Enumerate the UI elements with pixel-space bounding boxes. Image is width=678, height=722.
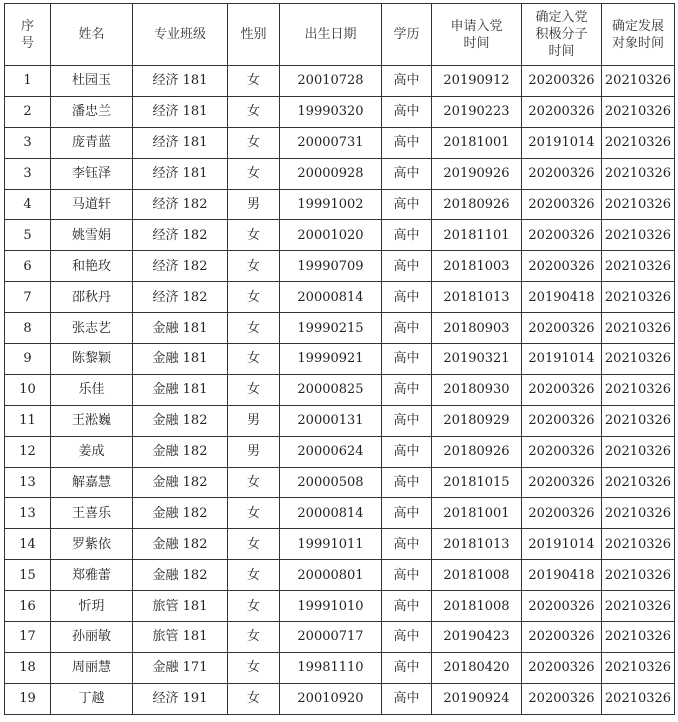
apply-date-cell: 20180930 xyxy=(432,374,522,405)
apply-date-cell: 20181001 xyxy=(432,127,522,158)
table-row xyxy=(5,467,675,498)
name-cell: 李钰泽 xyxy=(51,158,133,189)
class-cell: 金融 181 xyxy=(133,313,228,344)
birthdate-cell: 20000624 xyxy=(280,436,382,467)
apply-date-cell: 20181013 xyxy=(432,282,522,313)
apply-date-cell: 20180903 xyxy=(432,313,522,344)
candidate-date-cell: 20210326 xyxy=(602,467,675,498)
candidate-date-cell: 20210326 xyxy=(602,529,675,560)
activist-date-cell: 20200326 xyxy=(522,96,602,127)
birthdate-cell: 20000731 xyxy=(280,127,382,158)
gender-cell: 男 xyxy=(228,189,280,220)
name-cell: 潘忠兰 xyxy=(51,96,133,127)
candidate-date-cell: 20210326 xyxy=(602,96,675,127)
education-cell: 高中 xyxy=(382,66,432,97)
activist-date-cell: 20200326 xyxy=(522,158,602,189)
candidate-date-cell: 20210326 xyxy=(602,436,675,467)
class-cell: 金融 171 xyxy=(133,652,228,683)
candidate-date-cell: 20210326 xyxy=(602,344,675,375)
activist-date-cell: 20200326 xyxy=(522,189,602,220)
activist-date-cell: 20200326 xyxy=(522,374,602,405)
seq-header: 序 号 xyxy=(5,4,51,66)
table-row xyxy=(5,96,675,127)
education-cell: 高中 xyxy=(382,529,432,560)
name-header: 姓名 xyxy=(51,4,133,66)
table-row xyxy=(5,189,675,220)
gender-cell: 女 xyxy=(228,683,280,714)
table-row xyxy=(5,622,675,653)
birthdate-cell: 20000825 xyxy=(280,374,382,405)
gender-cell: 女 xyxy=(228,313,280,344)
name-cell: 和艳玫 xyxy=(51,251,133,282)
education-cell: 高中 xyxy=(382,405,432,436)
apply-date-cell: 20181101 xyxy=(432,220,522,251)
candidate-date-cell: 20210326 xyxy=(602,591,675,622)
education-cell: 高中 xyxy=(382,189,432,220)
birthdate-cell: 19990709 xyxy=(280,251,382,282)
seq-cell: 8 xyxy=(5,313,51,344)
apply-date-cell: 20190321 xyxy=(432,344,522,375)
class-cell: 金融 182 xyxy=(133,560,228,591)
class-cell: 经济 182 xyxy=(133,220,228,251)
gender-cell: 女 xyxy=(228,498,280,529)
apply-date-cell: 20181008 xyxy=(432,560,522,591)
table-row xyxy=(5,374,675,405)
table-body xyxy=(5,66,675,715)
header-row xyxy=(5,4,675,66)
seq-cell: 2 xyxy=(5,96,51,127)
apply-date-cell: 20190423 xyxy=(432,622,522,653)
table-header xyxy=(5,4,675,66)
candidate-date-cell: 20210326 xyxy=(602,405,675,436)
birthdate-cell: 20000801 xyxy=(280,560,382,591)
seq-cell: 9 xyxy=(5,344,51,375)
table-row xyxy=(5,405,675,436)
table-row xyxy=(5,436,675,467)
education-cell: 高中 xyxy=(382,591,432,622)
education-cell: 高中 xyxy=(382,127,432,158)
birthdate-cell: 20010728 xyxy=(280,66,382,97)
gender-cell: 女 xyxy=(228,467,280,498)
gender-cell: 女 xyxy=(228,529,280,560)
activist-date-cell: 20200326 xyxy=(522,251,602,282)
candidate-date-cell: 20210326 xyxy=(602,66,675,97)
candidate-date-cell: 20210326 xyxy=(602,652,675,683)
seq-cell: 13 xyxy=(5,467,51,498)
gender-cell: 女 xyxy=(228,220,280,251)
candidate-date-cell: 20210326 xyxy=(602,220,675,251)
seq-cell: 12 xyxy=(5,436,51,467)
education-cell: 高中 xyxy=(382,560,432,591)
activist-date-cell: 20190418 xyxy=(522,560,602,591)
education-header: 学历 xyxy=(382,4,432,66)
class-cell: 金融 182 xyxy=(133,529,228,560)
candidate-date-cell: 20210326 xyxy=(602,683,675,714)
education-cell: 高中 xyxy=(382,344,432,375)
apply-date-cell: 20190926 xyxy=(432,158,522,189)
table-row xyxy=(5,282,675,313)
apply-date-header: 申请入党 时间 xyxy=(432,4,522,66)
name-cell: 周丽慧 xyxy=(51,652,133,683)
birthdate-cell: 19990215 xyxy=(280,313,382,344)
candidate-date-cell: 20210326 xyxy=(602,498,675,529)
apply-date-cell: 20181015 xyxy=(432,467,522,498)
class-cell: 金融 182 xyxy=(133,405,228,436)
education-cell: 高中 xyxy=(382,683,432,714)
table-row xyxy=(5,560,675,591)
seq-cell: 6 xyxy=(5,251,51,282)
candidate-date-cell: 20210326 xyxy=(602,251,675,282)
birthdate-cell: 19990320 xyxy=(280,96,382,127)
name-cell: 姜成 xyxy=(51,436,133,467)
class-cell: 经济 181 xyxy=(133,158,228,189)
gender-cell: 女 xyxy=(228,127,280,158)
seq-cell: 3 xyxy=(5,127,51,158)
gender-cell: 女 xyxy=(228,560,280,591)
class-cell: 经济 181 xyxy=(133,96,228,127)
name-cell: 郑雅蕾 xyxy=(51,560,133,591)
education-cell: 高中 xyxy=(382,158,432,189)
class-cell: 金融 181 xyxy=(133,374,228,405)
activist-date-cell: 20200326 xyxy=(522,652,602,683)
class-header: 专业班级 xyxy=(133,4,228,66)
table-row xyxy=(5,127,675,158)
birthdate-cell: 20000928 xyxy=(280,158,382,189)
seq-cell: 19 xyxy=(5,683,51,714)
birthdate-cell: 19991011 xyxy=(280,529,382,560)
activist-date-cell: 20200326 xyxy=(522,313,602,344)
education-cell: 高中 xyxy=(382,622,432,653)
table-row xyxy=(5,344,675,375)
candidate-date-cell: 20210326 xyxy=(602,282,675,313)
class-cell: 金融 182 xyxy=(133,436,228,467)
activist-date-cell: 20191014 xyxy=(522,344,602,375)
activist-date-cell: 20200326 xyxy=(522,467,602,498)
gender-cell: 女 xyxy=(228,251,280,282)
seq-cell: 15 xyxy=(5,560,51,591)
education-cell: 高中 xyxy=(382,498,432,529)
name-cell: 王喜乐 xyxy=(51,498,133,529)
gender-cell: 女 xyxy=(228,622,280,653)
gender-cell: 女 xyxy=(228,282,280,313)
education-cell: 高中 xyxy=(382,652,432,683)
activist-date-cell: 20200326 xyxy=(522,622,602,653)
name-cell: 孙丽敏 xyxy=(51,622,133,653)
apply-date-cell: 20190924 xyxy=(432,683,522,714)
apply-date-cell: 20180926 xyxy=(432,436,522,467)
candidate-date-cell: 20210326 xyxy=(602,158,675,189)
activist-date-cell: 20200326 xyxy=(522,220,602,251)
name-cell: 杜园玉 xyxy=(51,66,133,97)
class-cell: 旅管 181 xyxy=(133,591,228,622)
birthdate-header: 出生日期 xyxy=(280,4,382,66)
gender-cell: 男 xyxy=(228,436,280,467)
table-row xyxy=(5,591,675,622)
class-cell: 经济 182 xyxy=(133,282,228,313)
table-row xyxy=(5,66,675,97)
activist-date-cell: 20191014 xyxy=(522,529,602,560)
name-cell: 忻玥 xyxy=(51,591,133,622)
class-cell: 金融 181 xyxy=(133,344,228,375)
gender-header: 性别 xyxy=(228,4,280,66)
education-cell: 高中 xyxy=(382,251,432,282)
seq-cell: 13 xyxy=(5,498,51,529)
class-cell: 经济 191 xyxy=(133,683,228,714)
gender-cell: 男 xyxy=(228,405,280,436)
apply-date-cell: 20180420 xyxy=(432,652,522,683)
table-row xyxy=(5,220,675,251)
roster-table xyxy=(4,3,675,715)
name-cell: 王淞巍 xyxy=(51,405,133,436)
seq-cell: 3 xyxy=(5,158,51,189)
birthdate-cell: 20000814 xyxy=(280,282,382,313)
name-cell: 邵秋丹 xyxy=(51,282,133,313)
activist-date-header: 确定入党 积极分子 时间 xyxy=(522,4,602,66)
seq-cell: 1 xyxy=(5,66,51,97)
gender-cell: 女 xyxy=(228,652,280,683)
apply-date-cell: 20190912 xyxy=(432,66,522,97)
candidate-date-cell: 20210326 xyxy=(602,313,675,344)
name-cell: 丁越 xyxy=(51,683,133,714)
gender-cell: 女 xyxy=(228,344,280,375)
education-cell: 高中 xyxy=(382,282,432,313)
birthdate-cell: 19990921 xyxy=(280,344,382,375)
class-cell: 经济 182 xyxy=(133,189,228,220)
birthdate-cell: 20001020 xyxy=(280,220,382,251)
activist-date-cell: 20200326 xyxy=(522,436,602,467)
birthdate-cell: 19991002 xyxy=(280,189,382,220)
name-cell: 解嘉慧 xyxy=(51,467,133,498)
apply-date-cell: 20181001 xyxy=(432,498,522,529)
seq-cell: 7 xyxy=(5,282,51,313)
seq-cell: 18 xyxy=(5,652,51,683)
candidate-date-header: 确定发展 对象时间 xyxy=(602,4,675,66)
table-row xyxy=(5,652,675,683)
candidate-date-cell: 20210326 xyxy=(602,374,675,405)
class-cell: 旅管 181 xyxy=(133,622,228,653)
education-cell: 高中 xyxy=(382,220,432,251)
class-cell: 经济 181 xyxy=(133,127,228,158)
name-cell: 姚雪娟 xyxy=(51,220,133,251)
activist-date-cell: 20200326 xyxy=(522,498,602,529)
class-cell: 经济 182 xyxy=(133,251,228,282)
birthdate-cell: 20000814 xyxy=(280,498,382,529)
name-cell: 庞青蓝 xyxy=(51,127,133,158)
apply-date-cell: 20180929 xyxy=(432,405,522,436)
table-row xyxy=(5,251,675,282)
table-row xyxy=(5,529,675,560)
seq-cell: 11 xyxy=(5,405,51,436)
activist-date-cell: 20200326 xyxy=(522,66,602,97)
activist-date-cell: 20200326 xyxy=(522,683,602,714)
candidate-date-cell: 20210326 xyxy=(602,560,675,591)
name-cell: 张志艺 xyxy=(51,313,133,344)
table-row xyxy=(5,498,675,529)
education-cell: 高中 xyxy=(382,374,432,405)
apply-date-cell: 20181013 xyxy=(432,529,522,560)
birthdate-cell: 20000717 xyxy=(280,622,382,653)
apply-date-cell: 20181003 xyxy=(432,251,522,282)
birthdate-cell: 20010920 xyxy=(280,683,382,714)
education-cell: 高中 xyxy=(382,467,432,498)
activist-date-cell: 20190418 xyxy=(522,282,602,313)
seq-cell: 4 xyxy=(5,189,51,220)
apply-date-cell: 20181008 xyxy=(432,591,522,622)
activist-date-cell: 20191014 xyxy=(522,127,602,158)
birthdate-cell: 20000131 xyxy=(280,405,382,436)
seq-cell: 16 xyxy=(5,591,51,622)
apply-date-cell: 20180926 xyxy=(432,189,522,220)
table-row xyxy=(5,313,675,344)
class-cell: 金融 182 xyxy=(133,498,228,529)
birthdate-cell: 20000508 xyxy=(280,467,382,498)
birthdate-cell: 19981110 xyxy=(280,652,382,683)
seq-cell: 10 xyxy=(5,374,51,405)
birthdate-cell: 19991010 xyxy=(280,591,382,622)
education-cell: 高中 xyxy=(382,313,432,344)
class-cell: 金融 182 xyxy=(133,467,228,498)
table-row xyxy=(5,158,675,189)
name-cell: 罗紫依 xyxy=(51,529,133,560)
activist-date-cell: 20200326 xyxy=(522,405,602,436)
candidate-date-cell: 20210326 xyxy=(602,127,675,158)
gender-cell: 女 xyxy=(228,66,280,97)
education-cell: 高中 xyxy=(382,96,432,127)
seq-cell: 17 xyxy=(5,622,51,653)
gender-cell: 女 xyxy=(228,374,280,405)
name-cell: 马道轩 xyxy=(51,189,133,220)
seq-cell: 5 xyxy=(5,220,51,251)
seq-cell: 14 xyxy=(5,529,51,560)
class-cell: 经济 181 xyxy=(133,66,228,97)
education-cell: 高中 xyxy=(382,436,432,467)
apply-date-cell: 20190223 xyxy=(432,96,522,127)
gender-cell: 女 xyxy=(228,96,280,127)
candidate-date-cell: 20210326 xyxy=(602,622,675,653)
table-row xyxy=(5,683,675,714)
name-cell: 乐佳 xyxy=(51,374,133,405)
roster-sheet xyxy=(4,3,674,715)
gender-cell: 女 xyxy=(228,158,280,189)
candidate-date-cell: 20210326 xyxy=(602,189,675,220)
name-cell: 陈黎颖 xyxy=(51,344,133,375)
activist-date-cell: 20200326 xyxy=(522,591,602,622)
gender-cell: 女 xyxy=(228,591,280,622)
